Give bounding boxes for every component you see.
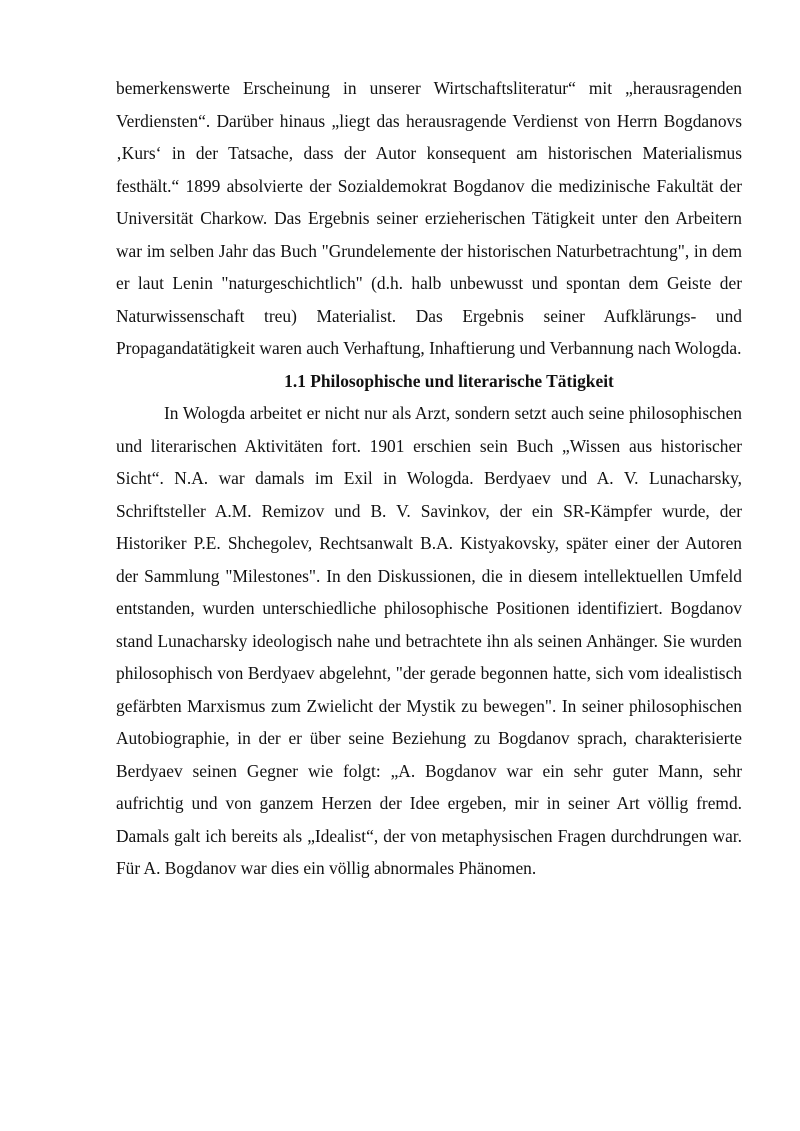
page-body <box>116 72 742 885</box>
section-heading: 1.1 Philosophische und literarische Tätigkeit <box>284 370 614 391</box>
body-paragraph-continuation: bemerkenswerte Erscheinung in unserer Wirtschaftsliteratur“ mit „herausragenden Verdiensten“. Darüber hinaus „liegt das herausragende Verdienst von Herrn Bogdanovs ‚Kurs‘ in der Tatsache, dass der Autor konsequent am historischen Materialismus festhält.“ 1899 absolvierte der Sozialdemokrat Bogdanov die medizinische Fakultät der Universität Charkow. Das Ergebnis seiner erzieherischen Tätigkeit unter den Arbeitern war im selben Jahr das Buch "Grundelemente der historischen Naturbetrachtung", in dem er laut Lenin "naturgeschichtlich" (d.h. halb unbewusst und spontan dem Geiste der Naturwissenschaft treu) Materialist. Das Ergebnis seiner Aufklärungs- und Propagandatätigkeit waren auch Verhaftung, Inhaftierung und Verbannung nach Wologda. <box>116 78 742 358</box>
body-paragraph: In Wologda arbeitet er nicht nur als Arzt, sondern setzt auch seine philosophischen und literarischen Aktivitäten fort. 1901 erschien sein Buch „Wissen aus historischer Sicht“. N.A. war damals im Exil in Wologda. Berdyaev und A. V. Lunacharsky, Schriftsteller A.M. Remizov und B. V. Savinkov, der ein SR-Kämpfer wurde, der Historiker P.E. Shchegolev, Rechtsanwalt B.A. Kistyakovsky, später einer der Autoren der Sammlung "Milestones". In den Diskussionen, die in diesem intellektuellen Umfeld entstanden, wurden unterschiedliche philosophische Positionen identifiziert. Bogdanov stand Lunacharsky ideologisch nahe und betrachtete ihn als seinen Anhänger. Sie wurden philosophisch von Berdyaev abgelehnt, "der gerade begonnen hatte, sich vom idealistisch gefärbten Marxismus zum Zwielicht der Mystik zu bewegen". In seiner philosophischen Autobiographie, in der er über seine Beziehung zu Bogdanov sprach, charakterisierte Berdyaev seinen Gegner wie folgt: „A. Bogdanov war ein sehr guter Mann, sehr aufrichtig und von ganzem Herzen der Idee ergeben, mir in seiner Art völlig fremd. Damals galt ich bereits als „Idealist“, der von metaphysischen Fragen durchdrungen war. Für A. Bogdanov war dies ein völlig abnormales Phänomen. <box>116 403 742 878</box>
